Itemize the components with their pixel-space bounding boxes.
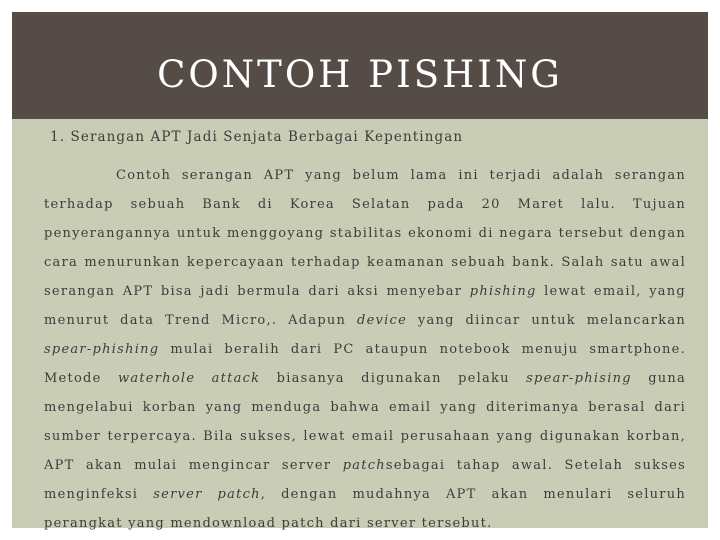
slide-content [12,119,708,531]
italic-term: server patch [153,487,261,502]
italic-term: patch [342,458,386,473]
heading-text: Serangan APT Jadi Senjata Berbagai Kepentingan [70,129,464,145]
italic-term: device [357,313,408,328]
body-paragraph [44,161,686,538]
paragraph-text: Contoh serangan APT yang belum lama ini terjadi adalah serangan terhadap sebuah Bank di Korea Selatan pada 20 Maret lalu. Tujuan penyerangannya untuk menggoyang stabilitas ekonomi di negara tersebut dengan cara menurunkan kepercayaan terhadap keamanan sebuah bank. Salah satu awal serangan APT bisa jadi bermula dari aksi menyebar [44,168,686,299]
paragraph-text: , dengan mudahnya APT akan menulari seluruh perangkat yang mendownload patch dari server tersebut. [44,487,686,531]
paragraph-text: yang diincar untuk melancarkan [407,313,687,328]
section-heading [50,127,686,147]
paragraph-text: biasanya digunakan pelaku [260,371,527,386]
slide-title-bar [12,12,708,119]
italic-term: spear-phising [526,371,632,386]
italic-term: waterhole attack [117,371,261,386]
paragraph-text: lewat email, yang menurut data Trend Micro,. Adapun [44,284,687,328]
heading-number: 1. [50,129,66,145]
paragraph-text: guna mengelabui korban yang menduga bahwa email yang diterimanya berasal dari sumber terpercaya. Bila sukses, lewat email perusahaan yang digunakan korban, APT akan mulai mengincar server [44,371,687,473]
paragraph-text: mulai beralih dari PC ataupun notebook menuju smartphone. Metode [44,342,686,386]
paragraph-text: sebagai tahap awal. Setelah sukses menginfeksi [44,458,687,502]
italic-term: phishing [469,284,537,299]
body-paragraph-container [44,161,686,538]
italic-term: spear-phishing [44,342,160,357]
slide-title: CONTOH PISHING [157,53,563,96]
